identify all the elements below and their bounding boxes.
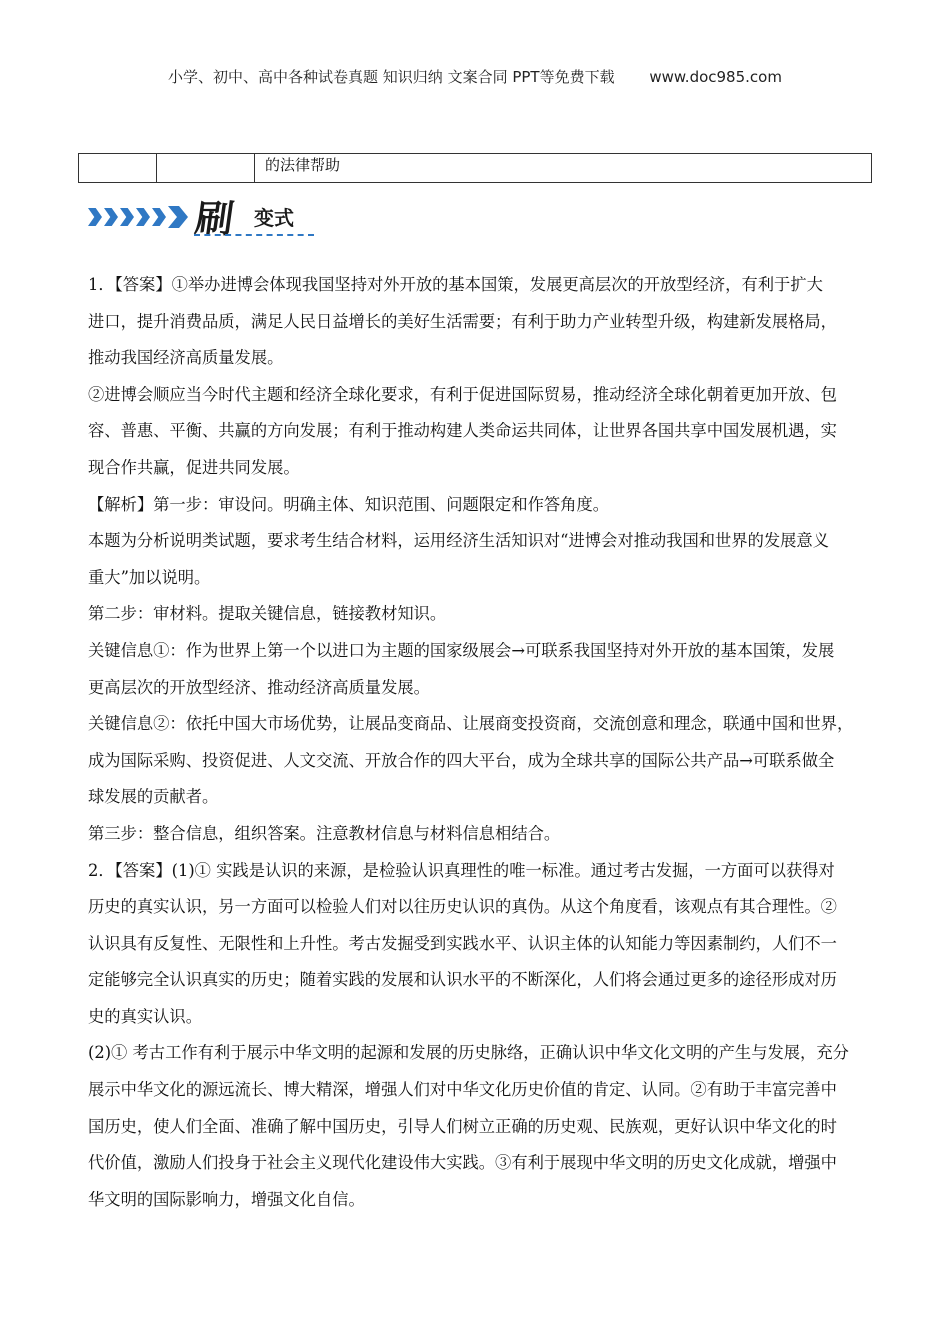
- text-line: 进口，提升消费品质，满足人民日益增长的美好生活需要；有利于助力产业转型升级，构建新发展格局，: [88, 311, 837, 331]
- section-banner: [88, 186, 328, 242]
- text-line: 史的真实认识。: [88, 1006, 202, 1026]
- table-cell-3: 的法律帮助: [265, 156, 341, 174]
- text-line: 认识具有反复性、无限性和上升性。考古发掘受到实践水平、认识主体的认知能力等因素制约，人们不一: [88, 933, 837, 953]
- text-line: 推动我国经济高质量发展。: [88, 348, 284, 368]
- text-line: 定能够完全认识真实的历史；随着实践的发展和认识水平的不断深化，人们将会通过更多的途径形成对历: [88, 970, 837, 990]
- text-line: 国历史，使人们全面、准确了解中国历史，引导人们树立正确的历史观、民族观，更好认识中华文化的时: [88, 1116, 837, 1136]
- text-line: 2．【答案】(1)① 实践是认识的来源，是检验认识真理性的唯一标准。通过考古发掘，一方面可以获得对: [88, 860, 835, 880]
- text-line: 代价值，激励人们投身于社会主义现代化建设伟大实践。③有利于展现中华文明的历史文化成就，增强中: [88, 1153, 837, 1173]
- banner-subtitle: 变式: [254, 206, 294, 230]
- text-line: 重大”加以说明。: [88, 567, 211, 587]
- text-line: 华文明的国际影响力，增强文化自信。: [88, 1189, 365, 1209]
- answer-content: [88, 267, 874, 1218]
- text-line: 现合作共赢，促进共同发展。: [88, 457, 300, 477]
- text-line: ②进博会顺应当今时代主题和经济全球化要求，有利于促进国际贸易，推动经济全球化朝着更加开放、包: [88, 384, 837, 404]
- text-line: 历史的真实认识，另一方面可以检验人们对以往历史认识的真伪。从这个角度看，该观点有其合理性。②: [88, 897, 837, 917]
- text-line: 第二步：审材料。提取关键信息，链接教材知识。: [88, 604, 447, 624]
- table-fragment: [78, 153, 872, 183]
- table-cell-1: [79, 154, 157, 182]
- text-line: 1．【答案】①举办进博会体现我国坚持对外开放的基本国策，发展更高层次的开放型经济，有利于扩大: [88, 275, 823, 294]
- banner-main-char: 刷: [192, 196, 237, 241]
- text-line: 球发展的贡献者。: [88, 787, 219, 807]
- text-line: 【解析】第一步：审设问。明确主体、知识范围、问题限定和作答角度。: [88, 494, 610, 514]
- page-header: [0, 66, 950, 87]
- text-line: 更高层次的开放型经济、推动经济高质量发展。: [88, 677, 430, 697]
- text-line: 第三步：整合信息，组织答案。注意教材信息与材料信息相结合。: [88, 823, 561, 843]
- text-line: 成为国际采购、投资促进、人文交流、开放合作的四大平台，成为全球共享的国际公共产品→可联系做全: [88, 750, 835, 770]
- header-text: 小学、初中、高中各种试卷真题 知识归纳 文案合同 PPT等免费下载: [168, 68, 615, 86]
- text-line: 关键信息②：依托中国大市场优势，让展品变商品、让展商变投资商，交流创意和理念，联通中国和世界，: [88, 714, 854, 734]
- text-line: 关键信息①：作为世界上第一个以进口为主题的国家级展会→可联系我国坚持对外开放的基本国策，发展: [88, 640, 835, 660]
- header-site-link[interactable]: www.doc985.com: [649, 68, 782, 86]
- text-line: 展示中华文化的源远流长、博大精深，增强人们对中华文化历史价值的肯定、认同。②有助于丰富完善中: [88, 1080, 837, 1100]
- text-line: 本题为分析说明类试题，要求考生结合材料，运用经济生活知识对“进博会对推动我国和世界的发展意义: [88, 531, 829, 551]
- banner-dashed-underline: [194, 234, 314, 236]
- table-cell-2: [157, 154, 255, 182]
- chevron-arrows-icon: [88, 208, 190, 228]
- text-line: 容、普惠、平衡、共赢的方向发展；有利于推动构建人类命运共同体，让世界各国共享中国发展机遇，实: [88, 421, 837, 441]
- text-line: (2)① 考古工作有利于展示中华文明的起源和发展的历史脉络，正确认识中华文化文明的产生与发展，充分: [88, 1043, 849, 1063]
